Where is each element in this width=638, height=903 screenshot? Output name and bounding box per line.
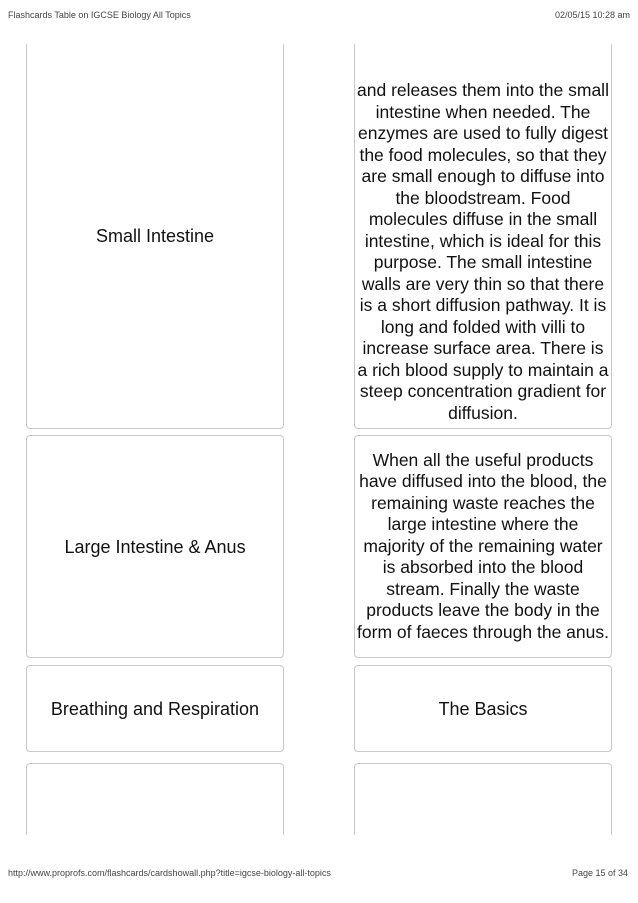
card-term-breathing xyxy=(26,665,284,752)
card-definition-text: The Basics xyxy=(438,698,528,719)
card-term-text: Large Intestine & Anus xyxy=(64,536,246,557)
card-definition-large-intestine xyxy=(354,435,612,658)
card-term-text: Breathing and Respiration xyxy=(50,698,260,719)
footer-page-number: Page 15 of 34 xyxy=(571,868,628,878)
card-definition-small-intestine xyxy=(354,44,612,429)
card-term-small-intestine xyxy=(26,44,284,429)
footer-url[interactable]: http://www.proprofs.com/flashcards/cardshowall.php?title=igcse-biology-all-topics xyxy=(8,868,331,878)
header-datetime: 02/05/15 10:28 am xyxy=(554,10,630,20)
card-term-text: Small Intestine xyxy=(95,226,215,246)
card-definition-text: and releases them into the small intestine when needed. The enzymes are used to fully digest the food molecules, so that they are small enough to diffuse into the bloodstream. Food molecules diffuse in the small intestine, which is ideal for this purpose. The small intestine walls are very thin so that there is a short diffusion pathway. It is long and folded with villi to increase surface area. There is a rich blood supply to maintain a steep concentration gradient for diffusion. xyxy=(357,80,609,423)
card-term-empty xyxy=(26,763,284,835)
card-definition-text: When all the useful products have diffused into the blood, the remaining waste reaches the large intestine where the majority of the remaining water is absorbed into the blood stream. Finally the waste products leave the body in the form of faeces through the anus. xyxy=(357,449,609,642)
card-definition-basics xyxy=(354,665,612,752)
card-term-large-intestine xyxy=(26,435,284,658)
card-definition-empty xyxy=(354,763,612,835)
header-title: Flashcards Table on IGCSE Biology All Topics xyxy=(8,10,191,20)
